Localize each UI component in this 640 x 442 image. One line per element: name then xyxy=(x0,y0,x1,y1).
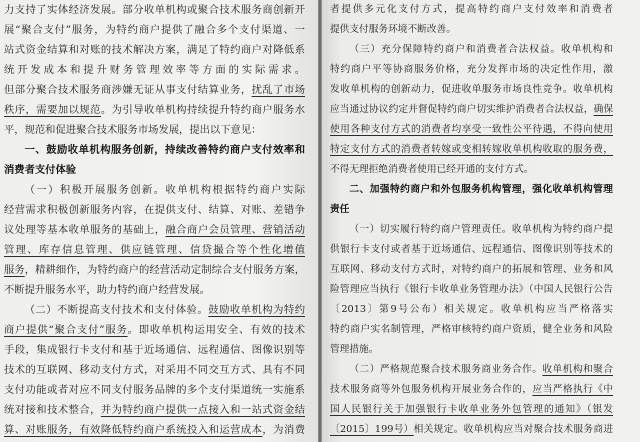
text-line xyxy=(4,340,305,360)
text-segment: 统开发成本和提升财务管理效率等方面的实际需求。 xyxy=(4,64,305,76)
text-segment: 技术的互联网、移动支付方式，对采用不同交互方式、具有不同 xyxy=(4,364,305,376)
text-segment: 互联网、移动支付方式时，对特约商户的拓展和管理、业务和风 xyxy=(330,264,613,275)
text-line xyxy=(330,40,613,60)
text-line xyxy=(330,120,613,140)
heading-text: 责任 xyxy=(330,204,350,215)
underlined-text: 秩序，需要加以规范 xyxy=(4,104,101,116)
text-segment: 应当通过协议约定并督促特约商户切实维护消费者合法权益， xyxy=(330,104,594,115)
text-segment: 。为引导收单机构持续提升特约商户服务水 xyxy=(100,104,305,116)
left-document-page xyxy=(0,0,318,442)
text-line xyxy=(4,260,305,280)
text-segment: （一）切实履行特约商户管理责任。收单机构为特约商户提 xyxy=(349,224,613,235)
text-segment: 展“聚合支付”服务，为特约商户提供了融合多个支付渠道、一 xyxy=(4,24,305,36)
text-line xyxy=(4,180,305,200)
text-line xyxy=(4,60,305,80)
text-line xyxy=(330,100,613,120)
underlined-text: 扰乱了市场 xyxy=(251,84,305,96)
underlined-text: 确保 xyxy=(593,104,613,115)
text-segment: （一）积极开展服务创新。收单机构根据特约商户实际 xyxy=(24,184,305,196)
text-segment: （三）充分保障特约商户和消费者合法权益。收单机构和 xyxy=(349,44,613,55)
text-line xyxy=(330,60,613,80)
text-line xyxy=(330,160,613,180)
text-line xyxy=(4,240,305,260)
heading-text: 二、加强特约商户和外包服务机构管理，强化收单机构管理 xyxy=(349,184,613,195)
underlined-text: 算、对账服务，有效降低特约商户系统投入和运营成本 xyxy=(4,424,263,436)
text-line xyxy=(330,360,613,380)
text-segment: 不得无理拒绝消费者使用已经开通的支付方式。 xyxy=(330,164,534,175)
underlined-text: 融合商户会员管理、营销活动 xyxy=(165,224,305,236)
text-line xyxy=(4,360,305,380)
text-segment: 站式资金结算和对账的技术解决方案，满足了特约商户对降低系 xyxy=(4,44,305,56)
text-line xyxy=(4,280,305,300)
underlined-text: 特定支付方式的消费者转嫁或变相转嫁收单机构收取的服务费， xyxy=(330,144,613,155)
text-line xyxy=(330,20,613,40)
text-segment: 。即收单机构运用安全、有效的技术 xyxy=(127,324,305,336)
text-segment: 供银行卡支付或者基于近场通信、远程通信、图像识别等技术的 xyxy=(330,244,613,255)
text-segment: ，精耕细作，为特约商户的经营活动定制综合支付服务方案， xyxy=(24,264,305,276)
text-line xyxy=(330,320,613,340)
text-line xyxy=(330,340,613,360)
text-segment: 险管理应当执行《银行卡收单业务管理办法》（中国人民银行公告 xyxy=(330,284,613,295)
text-segment: 者提供多元化支付方式，提高特约商户支付效率和消费者 xyxy=(330,4,613,15)
underlined-text: 使用各种支付方式的消费者均享受一致性公平待遇，不得向使用 xyxy=(330,124,613,135)
section-heading xyxy=(4,140,305,160)
text-line xyxy=(330,220,613,240)
text-line xyxy=(330,240,613,260)
section-heading xyxy=(330,180,613,200)
section-heading xyxy=(4,160,305,180)
text-segment: 力支持了实体经济发展。部分收单机构或聚合技术服务商创新开 xyxy=(4,4,305,16)
underlined-text: 国人民银行关于加强银行卡收单业务外包管理的通知》（银发 xyxy=(330,404,613,415)
text-line xyxy=(330,140,613,160)
text-segment: 不断提升服务水平，助力特约商户经营发展。 xyxy=(4,284,210,296)
text-line xyxy=(4,420,305,440)
text-line xyxy=(4,80,305,100)
text-line xyxy=(4,120,305,140)
text-segment: 相关规定。收单机构应当对聚合技术服务商进 xyxy=(413,424,613,435)
underlined-text: 应当严格执行《中 xyxy=(532,384,613,395)
text-segment: 发收单机构的创新动力，促进收单服务市场良性竞争。收单机构 xyxy=(330,84,613,95)
text-line xyxy=(330,380,613,400)
underlined-text: 并为特约商户提供一点接入和一站式资金结 xyxy=(100,404,305,416)
text-segment: （二）严格规范聚合技术服务商业务合作。 xyxy=(349,364,543,375)
text-segment: 特约商户平等协商服务价格，充分发挥市场的决定性作用，激 xyxy=(330,64,613,75)
right-document-page xyxy=(322,0,640,442)
text-segment: 支付功能或者对应不同支付服务品牌的多个支付渠道统一实施系 xyxy=(4,384,305,396)
text-line xyxy=(330,420,613,440)
right-page-text xyxy=(330,0,613,440)
text-line xyxy=(4,300,305,320)
section-heading xyxy=(330,200,613,220)
text-line xyxy=(330,300,613,320)
text-segment: 特约商户实名制管理，严格审核特约商户资质，健全业务和风险 xyxy=(330,324,613,335)
text-segment: 统对接和技术整合， xyxy=(4,404,101,416)
text-line xyxy=(4,20,305,40)
heading-text: 一、鼓励收单机构服务创新，持续改善特约商户支付效率和 xyxy=(24,144,305,156)
underlined-text: 服务 xyxy=(4,264,25,276)
text-line xyxy=(4,40,305,60)
text-line xyxy=(4,400,305,420)
text-line xyxy=(4,320,305,340)
text-line xyxy=(4,100,305,120)
text-segment: 手段，集成银行卡支付和基于近场通信、远程通信、图像识别等 xyxy=(4,344,305,356)
underlined-text: 鼓励收单机构为特约 xyxy=(208,304,305,316)
text-line xyxy=(330,260,613,280)
text-line xyxy=(330,280,613,300)
text-segment: ，为消费 xyxy=(262,424,305,436)
text-segment: 提供支付服务环境不断改善。 xyxy=(330,24,456,35)
text-line xyxy=(4,0,305,20)
underlined-text: 商户提供“聚合支付”服务 xyxy=(4,324,128,336)
text-line xyxy=(330,80,613,100)
text-segment: 平，规范和促进聚合技术服务市场发展，提出以下意见： xyxy=(4,124,262,136)
text-segment: 但部分聚合技术服务商涉嫌无证从事支付结算业务， xyxy=(4,84,252,96)
text-line xyxy=(330,400,613,420)
text-segment: 技术服务商等外包服务机构开展业务合作的， xyxy=(330,384,533,395)
text-segment: （二）不断提高支付技术和支付体验。 xyxy=(24,304,209,316)
text-line xyxy=(4,220,305,240)
underlined-text: 管理、库存信息管理、供应链管理、信贷撮合等个性化增值 xyxy=(4,244,305,256)
left-page-text xyxy=(4,0,305,440)
text-line xyxy=(4,200,305,220)
text-line xyxy=(4,380,305,400)
text-segment: 管理措施。 xyxy=(330,344,379,355)
underlined-text: 收单机构和聚合 xyxy=(542,364,613,375)
text-line xyxy=(330,0,613,20)
heading-text: 消费者支付体验 xyxy=(4,164,77,176)
underlined-text: 〔2015〕199号） xyxy=(330,424,414,435)
text-segment: 议处理等基本收单服务的基础上， xyxy=(4,224,166,236)
text-segment: 经营需求积极创新服务内容，在提供支付、结算、对账、差错争 xyxy=(4,204,305,216)
text-segment: 〔2013〕第9号公布）相关规定。收单机构应当严格落实 xyxy=(330,304,613,315)
